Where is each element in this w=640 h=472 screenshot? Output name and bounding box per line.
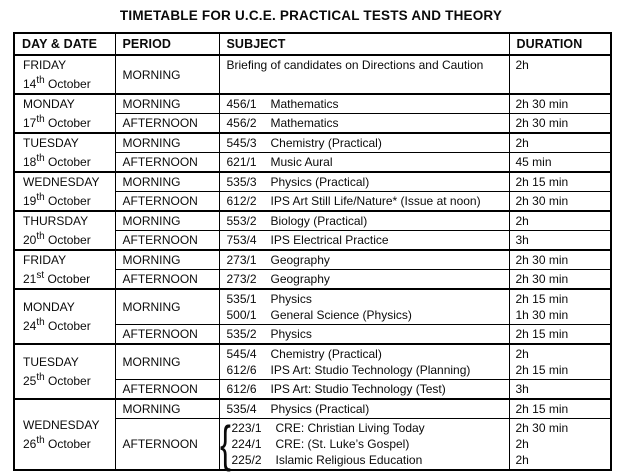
duration-cell: [509, 250, 611, 270]
subject-entry: [227, 193, 505, 209]
date-month: October: [44, 194, 91, 208]
page-title: TIMETABLE FOR U.C.E. PRACTICAL TESTS AND THEORY: [119, 8, 503, 23]
duration-entry: 2h 30 min: [515, 272, 569, 286]
period-cell: MORNING: [115, 344, 219, 380]
day-name: WEDNESDAY: [23, 175, 100, 189]
date-month: October: [44, 374, 91, 388]
subject-entry-stack: [227, 326, 505, 342]
duration-entry: 2h: [515, 347, 529, 361]
subject-code: 612/6: [226, 382, 257, 396]
subject-entry: [232, 436, 505, 452]
subject-cell: [219, 399, 509, 419]
duration-cell: [509, 133, 611, 153]
day-date-cell: [14, 344, 115, 399]
duration-cell: [509, 192, 611, 212]
subject-entry: [227, 115, 505, 131]
subject-entry-stack: [227, 291, 505, 323]
subject-code: 223/1: [231, 421, 262, 435]
subject-entry-stack: [227, 193, 505, 209]
subject-entry: [227, 401, 505, 417]
period-cell: AFTERNOON: [115, 380, 219, 400]
subject-entry-stack: [227, 57, 505, 73]
subject-code: 535/2: [226, 327, 257, 341]
subject-entry-stack: [227, 232, 505, 248]
duration-entry: 3h: [515, 382, 529, 396]
duration-entry: 2h: [515, 136, 529, 150]
day-date: [23, 73, 111, 92]
subject-code: 753/4: [226, 233, 257, 247]
duration-entry: 1h 30 min: [515, 308, 569, 322]
subject-entry: [227, 135, 505, 151]
subject-cell: [219, 325, 509, 345]
date-ordinal: th: [36, 231, 45, 242]
timetable-body: [14, 55, 611, 470]
day-name: TUESDAY: [23, 355, 79, 369]
period-cell: AFTERNOON: [115, 231, 219, 251]
header-row: [14, 33, 611, 55]
day-date: [23, 268, 111, 287]
subject-entry-stack: [227, 401, 505, 417]
day-date-cell: [14, 94, 115, 133]
subject-cell: [219, 289, 509, 325]
subject-cell: [219, 94, 509, 114]
duration-entry: 2h 15 min: [515, 292, 569, 306]
date-month: October: [44, 437, 91, 451]
subject-name: Music Aural: [270, 155, 333, 169]
subject-code: 535/1: [226, 292, 257, 306]
subject-name: IPS Art: Studio Technology (Planning): [270, 363, 471, 377]
subject-code: 535/4: [226, 402, 257, 416]
duration-cell: [509, 380, 611, 400]
duration-entry: 2h 15 min: [515, 363, 569, 377]
subject-code: 612/6: [226, 363, 257, 377]
subject-entry: [232, 452, 505, 468]
day-date: [23, 112, 111, 131]
duration-cell: [509, 153, 611, 173]
duration-entry: 2h: [515, 437, 529, 451]
subject-entry: [227, 271, 505, 287]
period-cell: MORNING: [115, 250, 219, 270]
subject-entry: [227, 252, 505, 268]
subject-entry: [227, 232, 505, 248]
period-cell: AFTERNOON: [115, 192, 219, 212]
day-date-cell: [14, 55, 115, 94]
subject-cell: [219, 250, 509, 270]
subject-code: 225/2: [231, 453, 262, 467]
timetable-row: [14, 133, 611, 153]
date-number: 14: [23, 77, 37, 91]
duration-cell: [509, 114, 611, 134]
day-name: FRIDAY: [23, 253, 67, 267]
subject-name: IPS Art Still Life/Nature* (Issue at noon): [270, 194, 481, 208]
subject-code: 456/1: [226, 97, 257, 111]
day-date: [23, 315, 111, 334]
subject-name: Islamic Religious Education: [275, 453, 423, 467]
subject-name: IPS Art: Studio Technology (Test): [270, 382, 446, 396]
duration-entry: 45 min: [515, 155, 552, 169]
subject-code: 545/3: [226, 136, 257, 150]
day-date: [23, 370, 111, 389]
duration-entry: 2h: [515, 453, 529, 467]
subject-name: Physics: [270, 327, 312, 341]
subject-code: 612/2: [226, 194, 257, 208]
date-number: 21: [23, 272, 37, 286]
day-name: TUESDAY: [23, 136, 79, 150]
subject-cell: [219, 270, 509, 290]
subject-code: 273/1: [226, 253, 257, 267]
date-month: October: [44, 272, 91, 286]
subject-name: Chemistry (Practical): [270, 136, 382, 150]
subject-entry-stack: [227, 213, 505, 229]
subject-name: Geography: [270, 272, 330, 286]
subject-entry: [227, 291, 505, 307]
subject-name: CRE: Christian Living Today: [275, 421, 425, 435]
grouping-brace-icon: {: [219, 416, 231, 472]
subject-entry: [227, 96, 505, 112]
subject-cell: [219, 114, 509, 134]
date-number: 20: [23, 233, 37, 247]
subject-entry-stack: [227, 154, 505, 170]
subject-entry: [227, 381, 505, 397]
subject-name: General Science (Physics): [270, 308, 412, 322]
period-cell: AFTERNOON: [115, 419, 219, 471]
subject-code: 224/1: [231, 437, 262, 451]
column-header-subject: SUBJECT: [219, 33, 509, 55]
date-number: 19: [23, 194, 37, 208]
date-number: 18: [23, 155, 37, 169]
date-ordinal: th: [36, 317, 45, 328]
subject-cell: [219, 192, 509, 212]
date-month: October: [44, 319, 91, 333]
subject-name: Geography: [270, 253, 330, 267]
column-header-day-date: DAY & DATE: [14, 33, 115, 55]
subject-cell: [219, 380, 509, 400]
subject-name: Biology (Practical): [270, 214, 368, 228]
column-header-duration: DURATION: [509, 33, 611, 55]
column-header-period: PERIOD: [115, 33, 219, 55]
subject-name: Briefing of candidates on Directions and Caution: [226, 58, 484, 72]
subject-name: CRE: (St. Luke’s Gospel): [275, 437, 410, 451]
subject-entry-stack: [227, 135, 505, 151]
period-cell: AFTERNOON: [115, 153, 219, 173]
date-number: 24: [23, 319, 37, 333]
day-name: FRIDAY: [23, 58, 67, 72]
day-date-cell: [14, 172, 115, 211]
duration-entry: 2h 30 min: [515, 97, 569, 111]
subject-name: Chemistry (Practical): [270, 347, 382, 361]
day-name: WEDNESDAY: [23, 418, 100, 432]
date-number: 25: [23, 374, 37, 388]
duration-entry: 2h 30 min: [515, 116, 569, 130]
subject-entry-stack: [227, 346, 505, 378]
period-cell: MORNING: [115, 289, 219, 325]
day-date-cell: [14, 399, 115, 470]
timetable-row: [14, 94, 611, 114]
subject-entry: [227, 57, 505, 73]
date-month: October: [44, 77, 91, 91]
duration-cell: [509, 325, 611, 345]
duration-cell: [509, 344, 611, 380]
duration-entry: 2h 30 min: [515, 421, 569, 435]
duration-cell: [509, 211, 611, 231]
date-ordinal: th: [36, 435, 45, 446]
day-date: [23, 433, 111, 452]
subject-name: Mathematics: [270, 97, 339, 111]
subject-entry: [227, 307, 505, 323]
timetable-row: [14, 289, 611, 325]
period-cell: MORNING: [115, 172, 219, 192]
duration-cell: [509, 231, 611, 251]
subject-entry: [227, 174, 505, 190]
period-cell: MORNING: [115, 55, 219, 94]
subject-cell: [219, 211, 509, 231]
subject-entry: [227, 362, 505, 378]
subject-cell: [219, 55, 509, 94]
subject-entry: [232, 420, 505, 436]
subject-cell: [219, 172, 509, 192]
timetable-row: [14, 344, 611, 380]
day-name: MONDAY: [23, 97, 75, 111]
subject-cell: [219, 231, 509, 251]
duration-entry: 2h: [515, 214, 529, 228]
timetable-row: [14, 55, 611, 94]
subject-entry: [227, 213, 505, 229]
duration-cell: [509, 94, 611, 114]
timetable-row: [14, 399, 611, 419]
subject-code: 500/1: [226, 308, 257, 322]
timetable-row: [14, 250, 611, 270]
timetable-row: [14, 172, 611, 192]
subject-entry-stack: [227, 271, 505, 287]
date-month: October: [44, 116, 91, 130]
subject-code: 535/3: [226, 175, 257, 189]
subject-entry-stack: [227, 115, 505, 131]
subject-entry: [227, 154, 505, 170]
duration-cell: [509, 289, 611, 325]
subject-cell: [219, 153, 509, 173]
subject-code: 456/2: [226, 116, 257, 130]
period-cell: MORNING: [115, 94, 219, 114]
day-name: THURSDAY: [23, 214, 89, 228]
date-month: October: [44, 233, 91, 247]
duration-entry: 2h: [515, 58, 529, 72]
subject-cell: [219, 133, 509, 153]
date-ordinal: st: [36, 270, 45, 281]
subject-code: 545/4: [226, 347, 257, 361]
subject-name: Physics: [270, 292, 312, 306]
day-date-cell: [14, 289, 115, 344]
duration-cell: [509, 399, 611, 419]
duration-cell: [509, 419, 611, 471]
period-cell: AFTERNOON: [115, 325, 219, 345]
subject-name: Mathematics: [270, 116, 339, 130]
day-date: [23, 190, 111, 209]
duration-entry: 2h 30 min: [515, 253, 569, 267]
subject-code: 553/2: [226, 214, 257, 228]
day-date: [23, 229, 111, 248]
day-date: [23, 151, 111, 170]
date-month: October: [44, 155, 91, 169]
duration-cell: [509, 172, 611, 192]
subject-entry-stack: [232, 420, 505, 468]
subject-entry-stack: [227, 96, 505, 112]
subject-name: IPS Electrical Practice: [270, 233, 389, 247]
day-date-cell: [14, 133, 115, 172]
period-cell: MORNING: [115, 211, 219, 231]
duration-entry: 2h 15 min: [515, 175, 569, 189]
subject-entry-stack: [227, 381, 505, 397]
timetable-table: [13, 32, 612, 471]
period-cell: MORNING: [115, 133, 219, 153]
duration-entry: 3h: [515, 233, 529, 247]
subject-code: 273/2: [226, 272, 257, 286]
duration-entry: 2h 15 min: [515, 402, 569, 416]
subject-entry: [227, 326, 505, 342]
subject-entry-stack: [227, 174, 505, 190]
duration-cell: [509, 270, 611, 290]
date-ordinal: th: [36, 75, 45, 86]
date-ordinal: th: [36, 114, 45, 125]
duration-entry: 2h 30 min: [515, 194, 569, 208]
subject-entry: [227, 346, 505, 362]
period-cell: MORNING: [115, 399, 219, 419]
duration-entry: 2h 15 min: [515, 327, 569, 341]
subject-name: Physics (Practical): [270, 175, 370, 189]
day-date-cell: [14, 250, 115, 289]
date-ordinal: th: [36, 372, 45, 383]
date-ordinal: th: [36, 153, 45, 164]
subject-entry-stack: [227, 252, 505, 268]
period-cell: AFTERNOON: [115, 270, 219, 290]
timetable-row: [14, 211, 611, 231]
braced-subjects: [219, 416, 505, 472]
subject-code: 621/1: [226, 155, 257, 169]
day-name: MONDAY: [23, 300, 75, 314]
date-number: 26: [23, 437, 37, 451]
duration-cell: [509, 55, 611, 94]
period-cell: AFTERNOON: [115, 114, 219, 134]
subject-cell: [219, 416, 509, 472]
date-ordinal: th: [36, 192, 45, 203]
day-date-cell: [14, 211, 115, 250]
subject-name: Physics (Practical): [270, 402, 370, 416]
subject-cell: [219, 344, 509, 380]
date-number: 17: [23, 116, 37, 130]
